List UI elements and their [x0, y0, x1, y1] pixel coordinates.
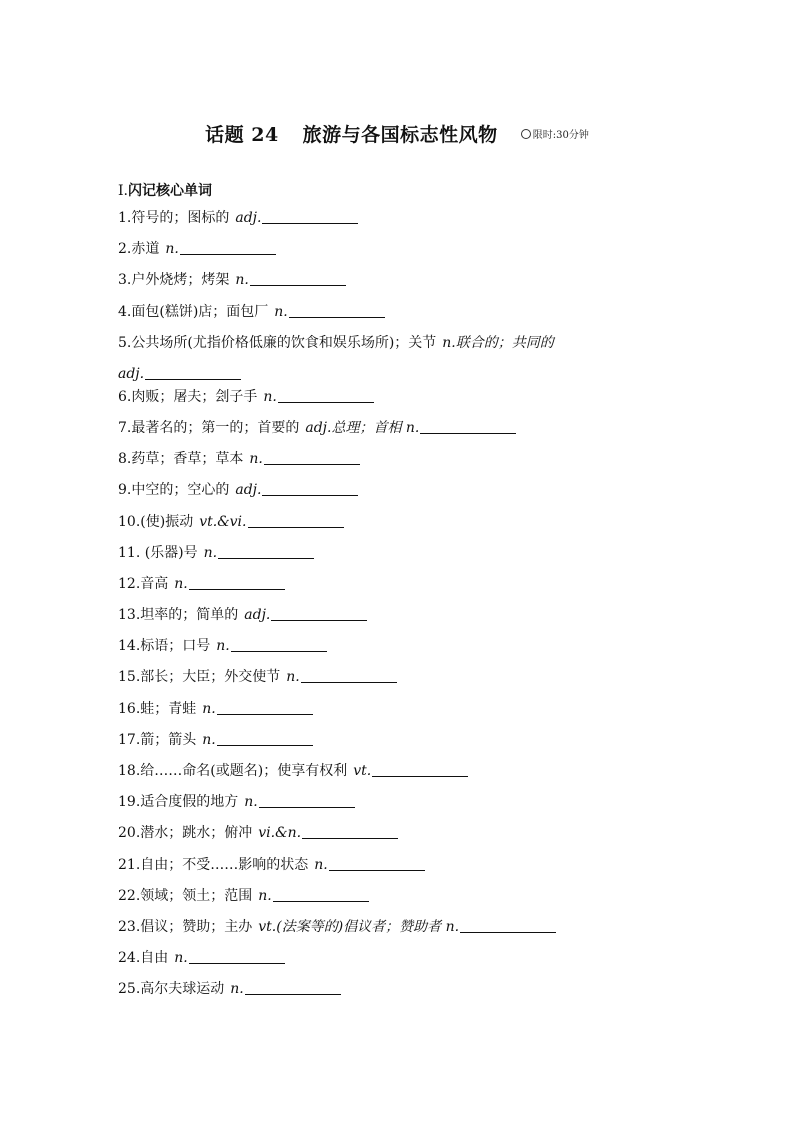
- item-pos: adj.: [235, 210, 262, 226]
- item-text: 9.中空的；空心的: [118, 482, 230, 499]
- answer-blank[interactable]: [145, 365, 241, 380]
- answer-blank[interactable]: [189, 575, 285, 590]
- answer-blank[interactable]: [250, 271, 346, 286]
- vocab-item: [118, 887, 698, 918]
- vocab-item: [118, 856, 698, 887]
- item-text: 25.高尔夫球运动: [118, 981, 225, 998]
- item-pos: n.: [216, 638, 230, 655]
- item-pos: adj.: [244, 607, 271, 624]
- item-text: 12.音高: [118, 575, 169, 592]
- item-text: 21.自由；不受……影响的状态: [118, 856, 309, 873]
- item-text: 13.坦率的；简单的: [118, 607, 239, 624]
- answer-blank[interactable]: [271, 606, 367, 621]
- item-pos: n.: [174, 950, 188, 967]
- vocab-item: [118, 731, 698, 762]
- answer-blank[interactable]: [262, 481, 358, 496]
- item-pos-2: adj.: [118, 365, 145, 382]
- item-pos: n.: [314, 856, 328, 873]
- item-pos: n.: [249, 451, 263, 468]
- answer-blank[interactable]: [217, 731, 313, 746]
- vocab-item: [118, 824, 698, 855]
- answer-blank[interactable]: [218, 544, 314, 559]
- item-pos: vt.&vi.: [199, 513, 247, 530]
- answer-blank[interactable]: [180, 240, 276, 255]
- answer-blank[interactable]: [259, 793, 355, 808]
- answer-blank[interactable]: [264, 450, 360, 465]
- item-text: 24.自由: [118, 950, 169, 967]
- vocab-item: [118, 700, 698, 731]
- answer-blank[interactable]: [460, 918, 556, 933]
- item-text: 20.潜水；跳水；俯冲: [118, 825, 253, 842]
- item-pos: n.: [274, 303, 288, 320]
- item-text: 6.肉贩；屠夫；刽子手: [118, 388, 258, 405]
- item-text: 4.面包(糕饼)店；面包厂: [118, 303, 269, 320]
- vocab-item: [118, 419, 698, 450]
- item-text: 5.公共场所(尤指价格低廉的饮食和娱乐场所)；关节: [118, 334, 437, 351]
- answer-blank[interactable]: [301, 668, 397, 683]
- vocab-item: [118, 637, 698, 668]
- vocab-item: [118, 209, 698, 240]
- item-pos: n.: [258, 887, 272, 904]
- item-text: 8.药草；香草；草本: [118, 451, 244, 468]
- item-pos: n.: [203, 544, 218, 561]
- answer-blank[interactable]: [248, 513, 344, 528]
- item-pos: vi.&n.: [258, 825, 302, 842]
- title-main: 旅游与各国标志性风物: [302, 124, 498, 146]
- item-text: 3.户外烧烤；烤架: [118, 272, 230, 289]
- item-text: 18.给……命名(或题名)；使享有权利: [118, 763, 348, 779]
- time-limit-text: 限时:30分钟: [532, 130, 589, 141]
- item-text: 1.符号的；图标的: [118, 210, 230, 226]
- vocab-item: [118, 949, 698, 980]
- vocab-item: [118, 328, 678, 390]
- answer-blank[interactable]: [420, 419, 516, 434]
- item-pos: adj.: [235, 482, 262, 499]
- vocab-item: [118, 388, 698, 419]
- vocab-item: [118, 240, 698, 271]
- page-title: [205, 124, 498, 146]
- section-heading: [118, 180, 212, 200]
- item-pos: n.: [202, 731, 216, 748]
- item-pos: vt.(法案等的)倡议者；赞助者 n.: [258, 918, 460, 935]
- vocab-item: [118, 544, 698, 575]
- vocab-item: [118, 271, 698, 302]
- item-text: 19.适合度假的地方: [118, 794, 239, 811]
- section-label: 闪记核心单词: [127, 183, 212, 199]
- answer-blank[interactable]: [245, 980, 341, 995]
- vocab-item: [118, 980, 698, 1011]
- vocab-item: [118, 606, 698, 637]
- item-pos: n.: [263, 388, 277, 405]
- item-pos: n.: [230, 981, 244, 998]
- item-pos: adj.总理；首相 n.: [305, 419, 420, 436]
- section-numeral: Ⅰ.: [118, 183, 128, 199]
- item-pos: n.: [244, 794, 258, 811]
- item-text: 7.最著名的；第一的；首要的: [118, 419, 300, 436]
- item-pos: n.: [235, 272, 249, 289]
- item-pos: n.: [174, 575, 188, 592]
- item-pos: n.: [286, 669, 300, 686]
- time-limit: [521, 130, 589, 141]
- item-text: 23.倡议；赞助；主办: [118, 918, 253, 935]
- vocab-item: [118, 481, 698, 512]
- item-text: 14.标语；口号: [118, 638, 211, 655]
- vocab-item: [118, 575, 698, 606]
- item-text: 16.蛙；青蛙: [118, 700, 197, 717]
- answer-blank[interactable]: [273, 887, 369, 902]
- vocab-item: [118, 513, 698, 544]
- item-text: 11. (乐器)号: [118, 544, 198, 561]
- answer-blank[interactable]: [329, 856, 425, 871]
- answer-blank[interactable]: [217, 700, 313, 715]
- item-text: 10.(使)振动: [118, 513, 194, 530]
- vocab-item: [118, 450, 698, 481]
- answer-blank[interactable]: [289, 303, 385, 318]
- page-title-row: [0, 120, 794, 147]
- answer-blank[interactable]: [372, 762, 468, 777]
- item-text: 17.箭；箭头: [118, 731, 197, 748]
- title-topic: 话题 24: [205, 124, 279, 146]
- item-pos: vt.: [353, 763, 372, 779]
- item-pos: n.联合的；共同的: [442, 334, 554, 351]
- vocab-list: [118, 209, 698, 1012]
- answer-blank[interactable]: [262, 209, 358, 224]
- item-pos: n.: [165, 241, 179, 258]
- answer-blank[interactable]: [278, 388, 374, 403]
- vocab-item: [118, 762, 698, 793]
- item-text: 22.领域；领土；范围: [118, 887, 253, 904]
- item-pos: n.: [202, 700, 216, 717]
- answer-blank[interactable]: [231, 637, 327, 652]
- vocab-item: [118, 668, 698, 699]
- alarm-clock-icon: [521, 129, 531, 139]
- answer-blank[interactable]: [189, 949, 285, 964]
- item-text: 2.赤道: [118, 241, 160, 258]
- answer-blank[interactable]: [302, 824, 398, 839]
- vocab-item: [118, 793, 698, 824]
- vocab-item: [118, 918, 698, 949]
- item-text: 15.部长；大臣；外交使节: [118, 669, 281, 686]
